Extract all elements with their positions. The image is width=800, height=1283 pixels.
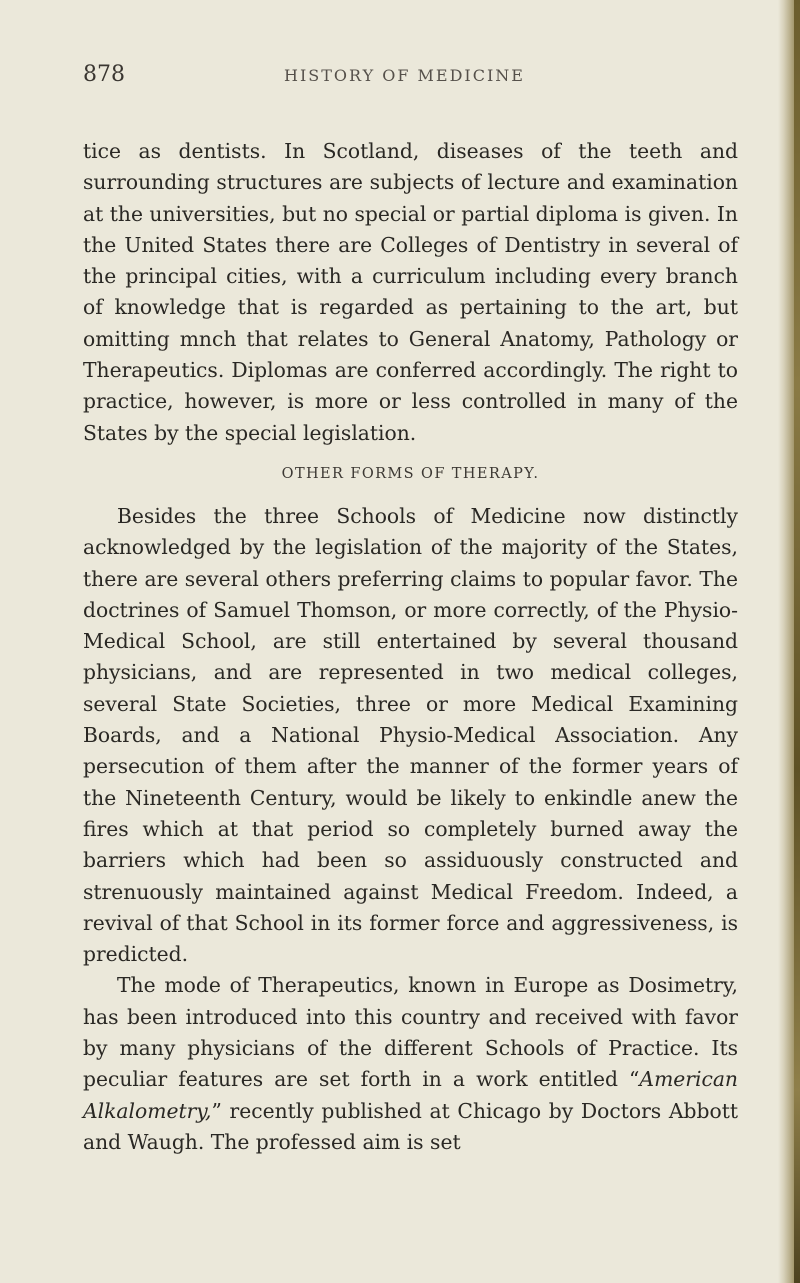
paragraph-other-schools: Besides the three Schools of Medicine now distinctly acknowledged by the legislation of the majority of the States, there are several others preferring claims to popular favor. The doctrines of Samuel Thomson, or more correctly, of the Physio-Medical School, are still entertained by several thousand physicians, and are represented in two medical colleges, several State Societies, three or more Medical Examining Boards, and a National Physio-Medical Association. Any persecution of them after the manner of the former years of the Nineteenth Century, would be likely to enkindle anew the fires which at that period so completely burned away the barriers which had been so assiduously constructed and strenuously maintained against Medical Freedom. Indeed, a revival of that School in its former force and aggressiveness, is predicted. <box>83 503 738 967</box>
section-heading: OTHER FORMS OF THERAPY. <box>281 465 540 482</box>
paragraph-dosimetry <box>83 970 738 1158</box>
book-title: American Alkalometry, <box>83 1067 738 1123</box>
paragraph-dosimetry-text: The mode of Therapeutics, known in Europe as Dosimetry, has been introduced into this country and received with favor by many physicians of the different Schools of Practice. Its peculiar features are set forth in a work entitled “ <box>83 973 738 1092</box>
running-title: HISTORY OF MEDICINE <box>284 66 525 85</box>
running-head <box>0 62 780 92</box>
page-number: 878 <box>83 62 125 87</box>
page-edge-shadow <box>778 0 800 1283</box>
body-text <box>83 136 738 1158</box>
paragraph-dosimetry-text-end: ” recently published at Chicago by Doctors Abbott and Waugh. The professed aim is set <box>83 1098 738 1154</box>
paragraph-continuation: tice as dentists. In Scotland, diseases of the teeth and surrounding structures are subjects of lecture and examination at the universities, but no special or partial diploma is given. In the United States there are Colleges of Dentistry in several of the principal cities, with a curriculum including every branch of knowledge that is regarded as pertaining to the art, but omitting mnch that relates to General Anatomy, Pathology or Therapeutics. Diplomas are conferred accordingly. The right to practice, however, is more or less controlled in many of the States by the special legislation. <box>83 139 738 445</box>
